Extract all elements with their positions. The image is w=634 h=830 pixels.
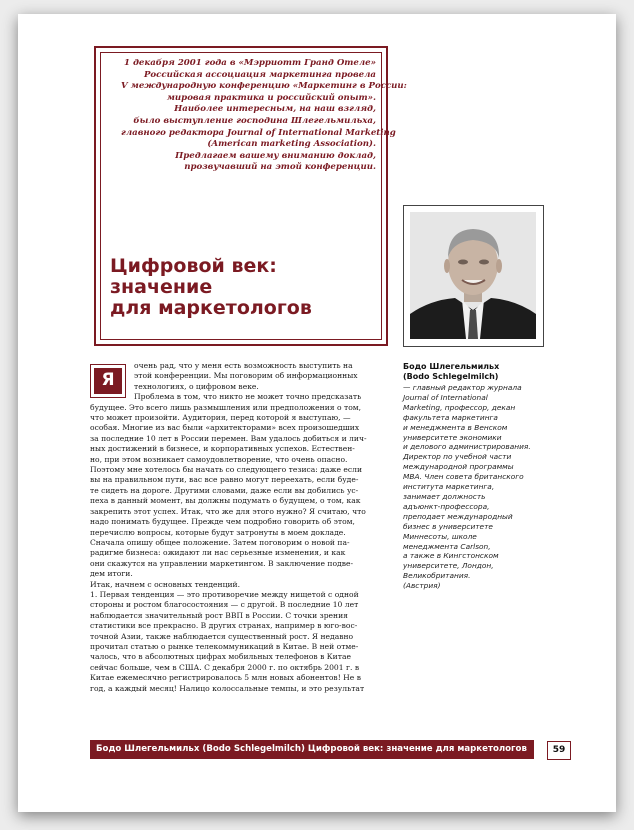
intro-line: Наиболее интересным, на наш взгляд, (174, 104, 376, 115)
body-line: очень рад, что у меня есть возможность выступить на (134, 361, 353, 370)
bio-line: университете экономики (403, 432, 502, 442)
bio-line: адъюнкт-профессора, (403, 501, 490, 511)
body-line: что может произойти. Аудитория, перед которой я выступаю, — (90, 413, 351, 423)
intro-text (121, 58, 407, 174)
bio-line: Миннесоты, школе (403, 531, 477, 541)
body-line: Поэтому мне хотелось бы начать со следующего тезиса: даже если (90, 465, 363, 475)
author-photo-frame (403, 205, 544, 347)
bio-line: менеджмента Carlson, (403, 541, 491, 551)
body-line: Китае ежемесячно регистрировалось 5 млн новых абонентов! Не в (90, 673, 361, 683)
intro-line: главного редактора Journal of International Marketing (121, 127, 396, 138)
intro-line: Российская ассоциация маркетинга провела (143, 69, 376, 80)
bio-line: бизнес в университете (403, 521, 493, 531)
bio-line: института маркетинга, (403, 482, 495, 492)
body-line: закрепить этот успех. Итак, что же для этого нужно? Я считаю, что (90, 506, 366, 516)
bio-line: (Австрия) (403, 581, 441, 591)
bio-line: факультета маркетинга (403, 412, 498, 422)
intro-box (94, 46, 407, 346)
bio-line: преподает международный (403, 511, 513, 521)
intro-line: (American marketing Association). (207, 139, 376, 150)
body-line: перечислю вопросы, которые будут затронуты в моем докладе. (90, 527, 346, 537)
bio-line: и делового администрирования. (403, 442, 531, 452)
author-name-en: (Bodo Schlegelmilch) (403, 372, 499, 381)
body-line: Проблема в том, что никто не может точно предсказать (134, 392, 362, 402)
body-line: дем итоги. (90, 569, 133, 579)
bio-line: и менеджмента в Венском (403, 422, 508, 432)
body-line: те сидеть на дороге. Другими словами, даже если вы добились ус- (90, 485, 359, 495)
body-line: Итак, начнем с основных тенденций. (90, 579, 241, 589)
intro-line: прозвучавший на этой конференции. (184, 162, 376, 173)
body-line: особая. Многие из вас были «архитекторами» всех произошедших (90, 423, 360, 433)
body-line: технологиях, о цифровом веке. (134, 381, 259, 391)
author-portrait-image (410, 212, 536, 339)
body-line: они скажутся на управлении маркетингом. В заключение подве- (90, 558, 354, 568)
body-line: ных достижений в бизнесе, и корпоративных успехов. Естествен- (90, 444, 355, 454)
body-line: Сначала опишу общее положение. Затем поговорим о новой па- (90, 537, 350, 547)
author-name-ru: Бодо Шлегельмильх (403, 362, 500, 371)
title-line: для маркетологов (110, 297, 312, 319)
body-line: но, при этом возникает самоудовлетворение, что очень опасно. (90, 454, 348, 464)
bio-line: университете, Лондон, (403, 561, 494, 571)
intro-line: мировая практика и российский опыт». (166, 92, 376, 103)
body-line: наблюдается значительный рост ВВП в России. С точки зрения (90, 610, 348, 620)
intro-line: 1 декабря 2001 года в «Мэрриотт Гранд Отеле» (123, 58, 376, 68)
body-line: прочитал статью о рынке телекоммуникаций в Китае. В ней отме- (90, 641, 359, 651)
body-line: чалось, что в абсолютных цифрах мобильных телефонов в Китае (90, 652, 351, 662)
author-name (403, 362, 499, 382)
body-line: год, а каждый месяц! Налицо колоссальные темпы, и это результат (90, 683, 365, 693)
page-number: 59 (547, 741, 571, 760)
body-line: этой конференции. Мы поговорим об информационных (134, 371, 358, 381)
article-title (110, 256, 312, 319)
bio-line: Marketing, профессор, декан (403, 402, 516, 412)
bio-line: MBA. Член совета британского (403, 472, 524, 482)
body-line: сейчас больше, чем в США. С декабря 2000 г. по октябрь 2001 г. в (90, 662, 360, 672)
footer-bar: Бодо Шлегельмильх (Bodo Schlegelmilch) Цифровой век: значение для маркетологов (90, 740, 534, 759)
intro-line: V международную конференцию «Маркетинг в России: (121, 81, 407, 92)
bio-line: Директор по учебной части (403, 452, 512, 462)
bio-line: — главный редактор журнала (403, 383, 522, 392)
body-line: точной Азии, также наблюдается существенный рост. Я недавно (90, 631, 354, 641)
bio-line: Journal of International (403, 392, 488, 402)
bio-line: занимает должность (403, 491, 486, 501)
intro-line: было выступление господина Шлегельмильха, (133, 115, 376, 126)
body-line: пеха в данный момент, вы должны подумать о будущем, о том, как (90, 496, 361, 506)
body-line: надо понимать будущее. Прежде чем подробно говорить об этом, (90, 517, 355, 527)
body-line: будущее. Это всего лишь размышления или предположения о том, (90, 402, 362, 412)
bio-line: международной программы (403, 462, 514, 472)
article-body (90, 361, 390, 694)
body-line: статистики все прекрасно. В других странах, например в юго-вос- (90, 621, 358, 631)
body-line: стороны и ростом благосостояния — с другой. В последние 10 лет (90, 600, 359, 610)
drop-cap-letter: Я (94, 368, 122, 394)
bio-line: Великобритания. (403, 571, 471, 581)
bio-line: а также в Кингстонском (403, 551, 499, 561)
body-line: за последние 10 лет в России перемен. Вам удалось добиться и лич- (90, 433, 367, 443)
title-line: Цифровой век: (110, 255, 277, 277)
body-line: вы на правильном пути, вас все равно могут переехать, если буде- (90, 475, 359, 485)
intro-line: Предлагаем вашему вниманию доклад, (175, 150, 376, 161)
author-bio (403, 383, 543, 591)
body-line: 1. Первая тенденция — это противоречие между нищетой с одной (90, 589, 359, 599)
author-photo (410, 212, 536, 339)
body-line: радигме бизнеса: ожидают ли нас серьезные изменения, и как (90, 548, 346, 558)
title-line: значение (110, 276, 213, 298)
